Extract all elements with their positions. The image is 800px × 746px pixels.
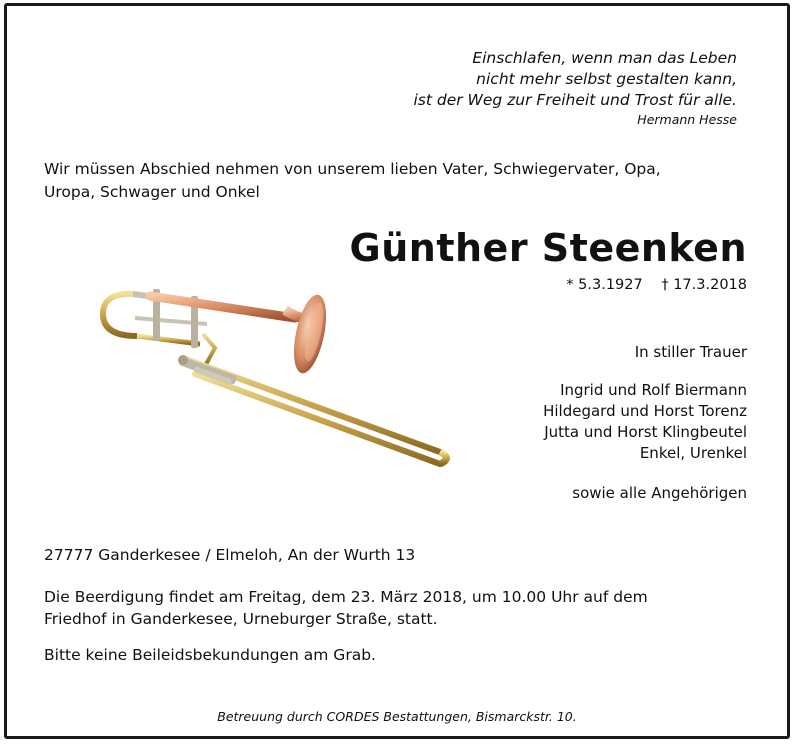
undertaker-footer: Betreuung durch CORDES Bestattungen, Bismarckstr. 10.: [217, 709, 577, 724]
funeral-line: Die Beerdigung findet am Freitag, dem 23. März 2018, um 10.00 Uhr auf dem: [44, 588, 648, 606]
condolence-request: Bitte keine Beileidsbekundungen am Grab.: [44, 646, 376, 664]
intro-text: [44, 158, 764, 204]
birth-date: * 5.3.1927: [566, 277, 643, 293]
trombone-image: [95, 274, 457, 472]
quote-block: [413, 48, 737, 128]
quote-author: Hermann Hesse: [637, 112, 737, 127]
life-dates: [566, 277, 747, 293]
mourners-block: [543, 342, 747, 504]
funeral-info: [44, 586, 774, 630]
address: 27777 Ganderkesee / Elmeloh, An der Wurth 13: [44, 546, 416, 564]
quote-line: nicht mehr selbst gestalten kann,: [476, 70, 737, 88]
funeral-line: Friedhof in Ganderkesee, Urneburger Straße, statt.: [44, 610, 438, 628]
mourner-name: Ingrid und Rolf Biermann: [560, 381, 747, 399]
death-date: † 17.3.2018: [661, 277, 747, 293]
mourner-name: Enkel, Urenkel: [639, 444, 747, 462]
quote-line: Einschlafen, wenn man das Leben: [472, 49, 737, 67]
deceased-name: Günther Steenken: [349, 226, 747, 270]
mourner-name: Hildegard und Horst Torenz: [543, 402, 747, 420]
mourner-name: Jutta und Horst Klingbeutel: [544, 423, 747, 441]
quote-line: ist der Weg zur Freiheit und Trost für alle.: [413, 91, 737, 109]
intro-line: Uropa, Schwager und Onkel: [44, 183, 260, 201]
other-relatives: sowie alle Angehörigen: [572, 484, 747, 502]
obituary-notice: [4, 3, 790, 739]
mourners-heading: In stiller Trauer: [634, 343, 747, 361]
intro-line: Wir müssen Abschied nehmen von unserem lieben Vater, Schwiegervater, Opa,: [44, 160, 661, 178]
